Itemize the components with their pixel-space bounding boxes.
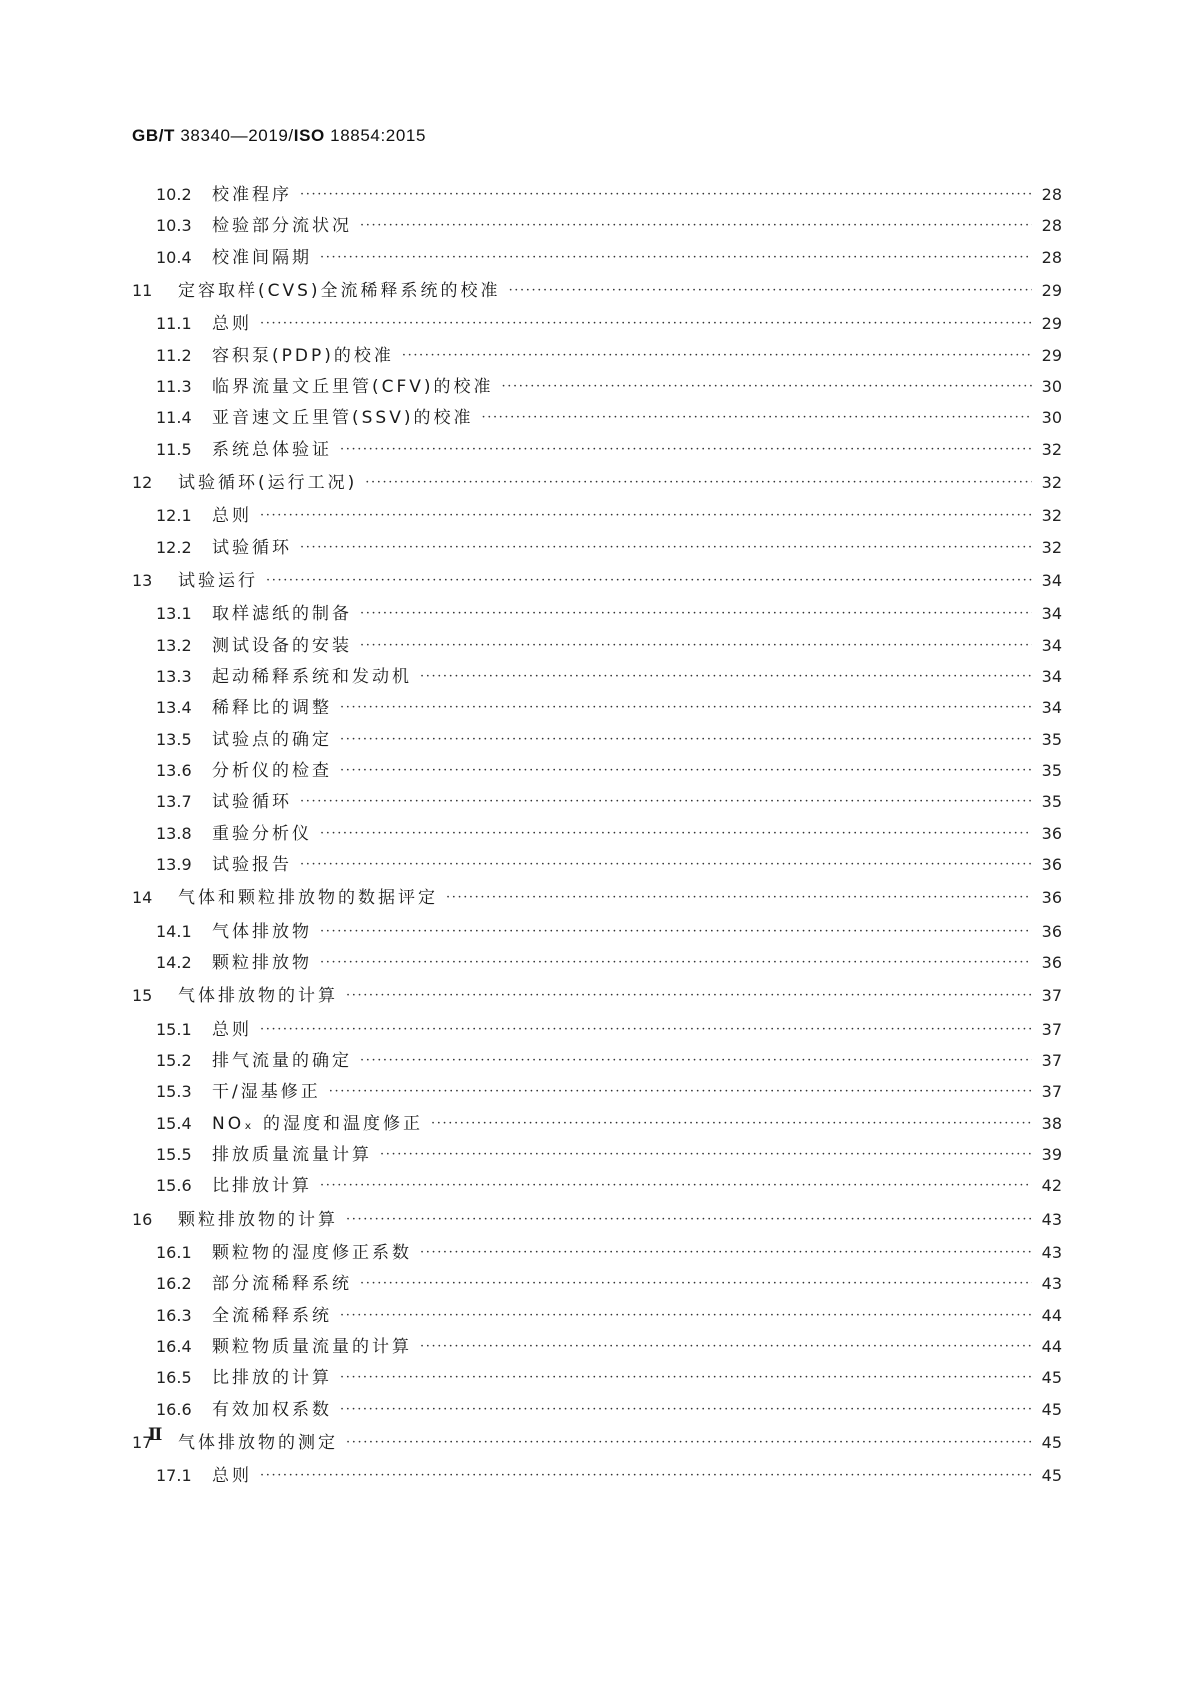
toc-entry-page: 29 [1041, 280, 1062, 300]
toc-entry-page: 37 [1041, 1019, 1062, 1039]
toc-dot-leader [360, 1277, 1032, 1290]
toc-entry-page: 35 [1041, 729, 1062, 749]
toc-entry-page: 34 [1041, 698, 1062, 718]
toc-dot-leader [320, 827, 1032, 840]
toc-entry-page: 35 [1041, 760, 1062, 780]
toc-dot-leader [446, 891, 1032, 904]
toc-entry-number: 12.1 [156, 506, 192, 526]
toc-dot-leader [365, 476, 1032, 489]
toc-entry-title: 校准间隔期 [212, 247, 312, 268]
toc-entry-page: 36 [1041, 952, 1062, 972]
toc-dot-leader [340, 1371, 1032, 1384]
toc-section-entry[interactable] [132, 308, 1062, 339]
toc-section-entry[interactable] [132, 755, 1062, 786]
toc-dot-leader [346, 1436, 1032, 1449]
toc-entry-title: 总则 [212, 1466, 252, 1487]
toc-entry-title: 颗粒物质量流量的计算 [212, 1336, 412, 1357]
toc-entry-title: 系统总体验证 [212, 439, 332, 460]
toc-entry-number: 14 [132, 888, 153, 908]
toc-dot-leader [420, 1340, 1032, 1353]
toc-entry-page: 34 [1041, 604, 1062, 624]
toc-entry-page: 37 [1041, 1051, 1062, 1071]
toc-section-entry[interactable] [132, 1170, 1062, 1201]
toc-entry-number: 15.2 [156, 1051, 192, 1071]
toc-entry-page: 36 [1041, 888, 1062, 908]
toc-dot-leader [402, 349, 1032, 362]
toc-entry-number: 13.3 [156, 667, 192, 687]
toc-dot-leader [360, 219, 1032, 232]
toc-entry-page: 43 [1041, 1274, 1062, 1294]
toc-dot-leader [260, 317, 1032, 330]
toc-entry-title: 气体排放物的测定 [178, 1432, 338, 1453]
toc-section-entry[interactable] [132, 179, 1062, 210]
toc-entry-title: 排放质量流量计算 [212, 1144, 372, 1165]
toc-entry-number: 12 [132, 472, 153, 492]
toc-entry-page: 32 [1041, 506, 1062, 526]
toc-entry-page: 35 [1041, 792, 1062, 812]
toc-dot-leader [340, 443, 1032, 456]
toc-section-entry[interactable] [132, 1237, 1062, 1268]
iso-prefix: ISO [293, 126, 325, 145]
toc-dot-leader [329, 1085, 1032, 1098]
toc-section-entry[interactable] [132, 1268, 1062, 1299]
toc-dot-leader [509, 284, 1032, 297]
toc-section-entry[interactable] [132, 1108, 1062, 1139]
toc-entry-page: 45 [1041, 1399, 1062, 1419]
toc-dot-leader [420, 670, 1032, 683]
toc-entry-title: 定容取样(CVS)全流稀释系统的校准 [178, 280, 501, 301]
toc-entry-number: 13.8 [156, 823, 192, 843]
toc-dot-leader [346, 1213, 1032, 1226]
toc-entry-page: 38 [1041, 1113, 1062, 1133]
toc-entry-number: 13.7 [156, 792, 192, 812]
toc-chapter-entry[interactable] [132, 563, 1062, 599]
toc-section-entry[interactable] [132, 210, 1062, 241]
toc-entry-number: 15.3 [156, 1082, 192, 1102]
toc-section-entry[interactable] [132, 630, 1062, 661]
toc-entry-number: 14.2 [156, 952, 192, 972]
toc-section-entry[interactable] [132, 849, 1062, 880]
toc-chapter-entry[interactable] [132, 465, 1062, 501]
toc-entry-page: 29 [1041, 345, 1062, 365]
toc-entry-title: 气体和颗粒排放物的数据评定 [178, 888, 438, 909]
toc-entry-number: 11.2 [156, 345, 192, 365]
toc-entry-number: 17.1 [156, 1466, 192, 1486]
toc-entry-number: 16.5 [156, 1368, 192, 1388]
toc-dot-leader [300, 188, 1032, 201]
toc-entry-page: 37 [1041, 986, 1062, 1006]
toc-entry-title: 重验分析仪 [212, 823, 312, 844]
toc-entry-page: 42 [1041, 1176, 1062, 1196]
toc-dot-leader [502, 380, 1032, 393]
toc-entry-page: 34 [1041, 570, 1062, 590]
toc-entry-number: 16.4 [156, 1336, 192, 1356]
standard-prefix: GB/T [132, 126, 176, 145]
toc-dot-leader [300, 858, 1032, 871]
toc-dot-leader [266, 574, 1032, 587]
toc-entry-title: 试验循环 [212, 537, 292, 558]
toc-entry-number: 16.2 [156, 1274, 192, 1294]
toc-entry-title: 检验部分流状况 [212, 216, 352, 237]
toc-entry-page: 36 [1041, 823, 1062, 843]
toc-entry-page: 34 [1041, 635, 1062, 655]
toc-entry-number: 17 [132, 1432, 153, 1452]
toc-section-entry[interactable] [132, 1331, 1062, 1362]
toc-dot-leader [300, 541, 1032, 554]
toc-entry-page: 43 [1041, 1243, 1062, 1263]
toc-entry-title: 颗粒排放物 [212, 952, 312, 973]
toc-entry-number: 12.2 [156, 537, 192, 557]
toc-entry-number: 16.1 [156, 1243, 192, 1263]
toc-chapter-entry[interactable] [132, 1202, 1062, 1238]
toc-entry-page: 30 [1041, 376, 1062, 396]
document-header [132, 126, 426, 146]
toc-chapter-entry[interactable] [132, 1425, 1062, 1461]
toc-entry-page: 28 [1041, 216, 1062, 236]
toc-entry-number: 11.4 [156, 408, 192, 428]
toc-entry-page: 39 [1041, 1144, 1062, 1164]
toc-entry-number: 13.4 [156, 698, 192, 718]
toc-entry-number: 15.4 [156, 1113, 192, 1133]
toc-entry-title: 干/湿基修正 [212, 1082, 321, 1103]
toc-entry-title: 总则 [212, 506, 252, 527]
toc-dot-leader [360, 639, 1032, 652]
toc-chapter-entry[interactable] [132, 880, 1062, 916]
toc-dot-leader [340, 764, 1032, 777]
toc-dot-leader [481, 411, 1032, 424]
toc-entry-title: 颗粒物的湿度修正系数 [212, 1243, 412, 1264]
toc-entry-title: NOₓ 的湿度和温度修正 [212, 1113, 424, 1134]
toc-entry-title: 试验点的确定 [212, 729, 332, 750]
toc-section-entry[interactable] [132, 916, 1062, 947]
toc-entry-number: 15 [132, 986, 153, 1006]
toc-section-entry[interactable] [132, 947, 1062, 978]
toc-entry-page: 45 [1041, 1432, 1062, 1452]
toc-entry-page: 36 [1041, 854, 1062, 874]
toc-entry-title: 气体排放物的计算 [178, 986, 338, 1007]
toc-entry-number: 11.5 [156, 439, 192, 459]
toc-entry-page: 32 [1041, 537, 1062, 557]
toc-dot-leader [320, 1179, 1032, 1192]
toc-entry-number: 11.1 [156, 314, 192, 334]
toc-dot-leader [260, 509, 1032, 522]
toc-section-entry[interactable] [132, 371, 1062, 402]
toc-entry-title: 部分流稀释系统 [212, 1274, 352, 1295]
toc-entry-title: 比排放的计算 [212, 1368, 332, 1389]
toc-entry-page: 30 [1041, 408, 1062, 428]
toc-dot-leader [420, 1246, 1032, 1259]
toc-entry-page: 28 [1041, 247, 1062, 267]
toc-entry-number: 13.6 [156, 760, 192, 780]
toc-section-entry[interactable] [132, 242, 1062, 273]
toc-section-entry[interactable] [132, 532, 1062, 563]
toc-entry-title: 稀释比的调整 [212, 698, 332, 719]
toc-dot-leader [346, 989, 1032, 1002]
toc-dot-leader [340, 701, 1032, 714]
toc-entry-title: 临界流量文丘里管(CFV)的校准 [212, 376, 494, 397]
standard-number: 38340—2019/ [175, 126, 294, 145]
table-of-contents [132, 179, 1062, 1492]
toc-dot-leader [260, 1469, 1032, 1482]
toc-entry-page: 44 [1041, 1305, 1062, 1325]
toc-entry-number: 10.4 [156, 247, 192, 267]
toc-entry-number: 10.2 [156, 185, 192, 204]
toc-dot-leader [360, 1054, 1032, 1067]
toc-section-entry[interactable] [132, 1362, 1062, 1393]
toc-entry-number: 15.6 [156, 1176, 192, 1196]
toc-entry-title: 亚音速文丘里管(SSV)的校准 [212, 408, 474, 429]
toc-dot-leader [340, 1403, 1032, 1416]
toc-entry-title: 容积泵(PDP)的校准 [212, 345, 394, 366]
toc-section-entry[interactable] [132, 724, 1062, 755]
toc-entry-page: 43 [1041, 1209, 1062, 1229]
toc-entry-number: 15.5 [156, 1144, 192, 1164]
toc-entry-number: 16 [132, 1209, 153, 1229]
toc-section-entry[interactable] [132, 1300, 1062, 1331]
toc-entry-title: 比排放计算 [212, 1176, 312, 1197]
toc-entry-page: 32 [1041, 472, 1062, 492]
toc-entry-number: 16.3 [156, 1305, 192, 1325]
toc-entry-title: 试验运行 [178, 570, 258, 591]
toc-entry-title: 总则 [212, 1019, 252, 1040]
toc-section-entry[interactable] [132, 786, 1062, 817]
toc-entry-title: 颗粒排放物的计算 [178, 1209, 338, 1230]
toc-dot-leader [360, 607, 1032, 620]
toc-entry-page: 28 [1041, 185, 1062, 204]
toc-entry-number: 13.9 [156, 854, 192, 874]
toc-entry-title: 起动稀释系统和发动机 [212, 667, 412, 688]
toc-entry-page: 37 [1041, 1082, 1062, 1102]
toc-entry-page: 29 [1041, 314, 1062, 334]
toc-entry-page: 34 [1041, 667, 1062, 687]
toc-entry-title: 测试设备的安装 [212, 635, 352, 656]
toc-section-entry[interactable] [132, 500, 1062, 531]
toc-entry-page: 45 [1041, 1466, 1062, 1486]
toc-entry-title: 试验报告 [212, 854, 292, 875]
toc-dot-leader [320, 925, 1032, 938]
toc-section-entry[interactable] [132, 1460, 1062, 1491]
toc-entry-page: 45 [1041, 1368, 1062, 1388]
toc-entry-number: 13.2 [156, 635, 192, 655]
toc-entry-number: 11.3 [156, 376, 192, 396]
toc-dot-leader [260, 1023, 1032, 1036]
toc-chapter-entry[interactable] [132, 978, 1062, 1014]
toc-dot-leader [300, 795, 1032, 808]
toc-section-entry[interactable] [132, 402, 1062, 433]
toc-entry-title: 气体排放物 [212, 921, 312, 942]
toc-section-entry[interactable] [132, 434, 1062, 465]
toc-entry-title: 总则 [212, 314, 252, 335]
toc-entry-page: 36 [1041, 921, 1062, 941]
toc-entry-number: 16.6 [156, 1399, 192, 1419]
toc-dot-leader [431, 1117, 1032, 1130]
toc-entry-title: 试验循环(运行工况) [178, 472, 358, 493]
toc-section-entry[interactable] [132, 692, 1062, 723]
toc-section-entry[interactable] [132, 1014, 1062, 1045]
toc-entry-number: 13.5 [156, 729, 192, 749]
toc-section-entry[interactable] [132, 818, 1062, 849]
toc-entry-number: 11 [132, 280, 153, 300]
toc-entry-number: 13.1 [156, 604, 192, 624]
toc-entry-title: 取样滤纸的制备 [212, 604, 352, 625]
toc-entry-title: 排气流量的确定 [212, 1051, 352, 1072]
toc-chapter-entry[interactable] [132, 273, 1062, 309]
toc-entry-title: 试验循环 [212, 792, 292, 813]
toc-entry-number: 14.1 [156, 921, 192, 941]
iso-number: 18854:2015 [324, 126, 426, 145]
toc-entry-page: 32 [1041, 439, 1062, 459]
toc-section-entry[interactable] [132, 340, 1062, 371]
toc-section-entry[interactable] [132, 1076, 1062, 1107]
toc-entry-page: 44 [1041, 1336, 1062, 1356]
toc-dot-leader [340, 733, 1032, 746]
toc-entry-title: 校准程序 [212, 185, 292, 205]
toc-dot-leader [380, 1148, 1032, 1161]
toc-section-entry[interactable] [132, 598, 1062, 629]
toc-section-entry[interactable] [132, 1045, 1062, 1076]
toc-entry-title: 有效加权系数 [212, 1399, 332, 1420]
toc-entry-title: 分析仪的检查 [212, 760, 332, 781]
toc-entry-number: 15.1 [156, 1019, 192, 1039]
toc-dot-leader [340, 1309, 1032, 1322]
toc-section-entry[interactable] [132, 1139, 1062, 1170]
page-number: Ⅱ [148, 1425, 163, 1444]
toc-entry-number: 10.3 [156, 216, 192, 236]
toc-entry-number: 13 [132, 570, 153, 590]
toc-dot-leader [320, 251, 1032, 264]
toc-section-entry[interactable] [132, 1394, 1062, 1425]
toc-entry-title: 全流稀释系统 [212, 1305, 332, 1326]
toc-dot-leader [320, 956, 1032, 969]
toc-section-entry[interactable] [132, 661, 1062, 692]
